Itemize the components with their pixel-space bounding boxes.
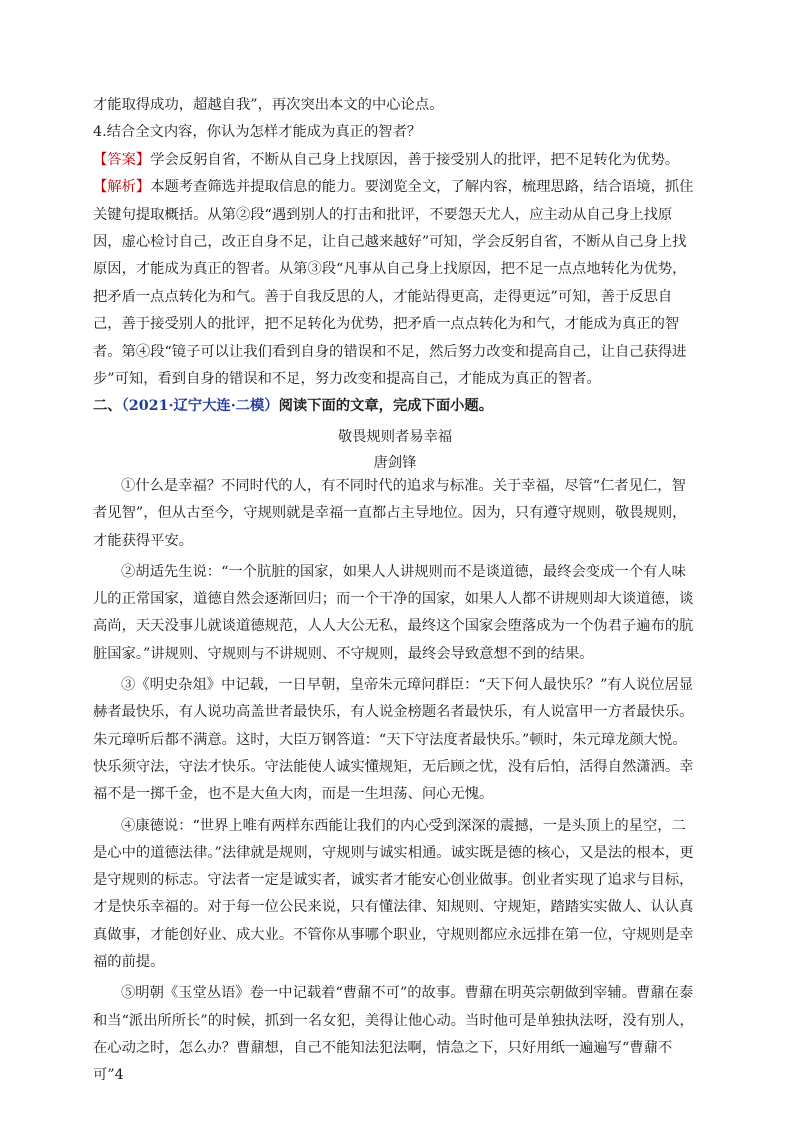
article-author: 唐剑锋 [373, 455, 417, 471]
answer [93, 147, 697, 174]
paragraph-continuation: 才能取得成功，超越自我”，再次突出本文的中心论点。 [93, 97, 444, 113]
answer-tag: 【答案】 [93, 151, 151, 168]
article-paragraph-4: ④康德说：“世界上唯有两样东西能让我们的内心受到深深的震撼，一是头顶上的星空，二是心中的道德法律。”法律就是规则，守规则与诚实相通。诚实既是德的核心，又是法的根本，更是守规则的标志。守法者一定是诚实者，诚实者才能安心创业做事。创业者实现了追求与目标，才是快乐幸福的。对于每一位公民来说，只有懂法律、知规则、守规矩，踏踏实实做人、认认真真做事，才能创好业、成大业。不管你从事哪个职业，守规则都应永远排在第一位，守规则是幸福的前提。 [93, 817, 694, 971]
article-paragraph-2: ②胡适先生说：“一个肮脏的国家，如果人人讲规则而不是谈道德，最终会变成一个有人味儿的正常国家，道德自然会逐渐回归；而一个干净的国家，如果人人都不讲规则却大谈道德，谈高尚，天天没事儿就谈道德规范，人人大公无私，最终这个国家会堕落成为一个伪君子遍布的肮脏国家。”讲规则、守规则与不讲规则、不守规则，最终会导致意想不到的结果。 [93, 563, 694, 662]
section-number: 二、 [93, 398, 122, 415]
analysis-tag: 【解析】 [93, 179, 151, 196]
question-4: 4.结合全文内容，你认为怎样才能成为真正的智者？ [93, 124, 422, 141]
analysis [93, 174, 697, 393]
section-2-heading [93, 393, 697, 420]
article-title: 敬畏规则者易幸福 [337, 429, 453, 445]
article-paragraph-5: ⑤明朝《玉堂丛语》卷一中记载着“曹鼐不可”的故事。曹鼐在明英宗朝做到宰辅。曹鼐在泰和当“派出所所长”的时候，抓到一名女犯，美得让他心动。当时他可是单独执法呀，没有别人，在心动之时，怎么办？曹鼐想，自己不能知法犯法啊，情急之下，只好用纸一遍遍写“曹鼐不可”4 [93, 985, 694, 1084]
section-source: （2021·辽宁大连·二模） [121, 398, 279, 415]
analysis-text: 本题考查筛选并提取信息的能力。要浏览全文，了解内容，梳理思路，结合语境，抓住关键句提取概括。从第②段“遇到别人的打击和批评，不要怨天尤人，应主动从自己身上找原因，虚心检讨自己，改正自身不足，让自己越来越好”可知，学会反躬自省，不断从自己身上找原因，才能成为真正的智者。从第③段“凡事从自己身上找原因，把不足一点点地转化为优势，把矛盾一点点转化为和气。善于自我反思的人，才能站得更高，走得更远”可知，善于反思自己，善于接受别人的批评，把不足转化为优势，把矛盾一点点转化为和气，才能成为真正的智者。第④段“镜子可以让我们看到自身的错误和不足，然后努力改变和提高自己，让自己获得进步”可知，看到自身的错误和不足，努力改变和提高自己，才能成为真正的智者。 [93, 179, 694, 388]
article-paragraph-1: ①什么是幸福？不同时代的人，有不同时代的追求与标准。关于幸福，尽管“仁者见仁，智者见智”，但从古至今，守规则就是幸福一直都占主导地位。因为，只有遵守规则，敬畏规则，才能获得平安。 [93, 478, 687, 549]
section-instruction: 阅读下面的文章，完成下面小题。 [278, 398, 494, 415]
article-body [93, 473, 697, 1090]
previous-answer-section [93, 92, 697, 421]
article-paragraph-3: ③《明史杂俎》中记载，一日早朝，皇帝朱元璋问群臣：“天下何人最快乐？”有人说位居显赫者最快乐，有人说功高盖世者最快乐，有人说金榜题名者最快乐，有人说富甲一方者最快乐。朱元璋听后都不满意。这时，大臣万钢答道：“天下守法度者最快乐。”顿时，朱元璋龙颜大悦。快乐须守法，守法才快乐。守法能使人诚实懂规矩，无后顾之忧，没有后怕，活得自然潇洒。幸福不是一掷千金，也不是大鱼大肉，而是一生坦荡、问心无愧。 [93, 677, 694, 803]
answer-text: 学会反躬自省，不断从自己身上找原因，善于接受别人的批评，把不足转化为优势。 [150, 151, 680, 168]
